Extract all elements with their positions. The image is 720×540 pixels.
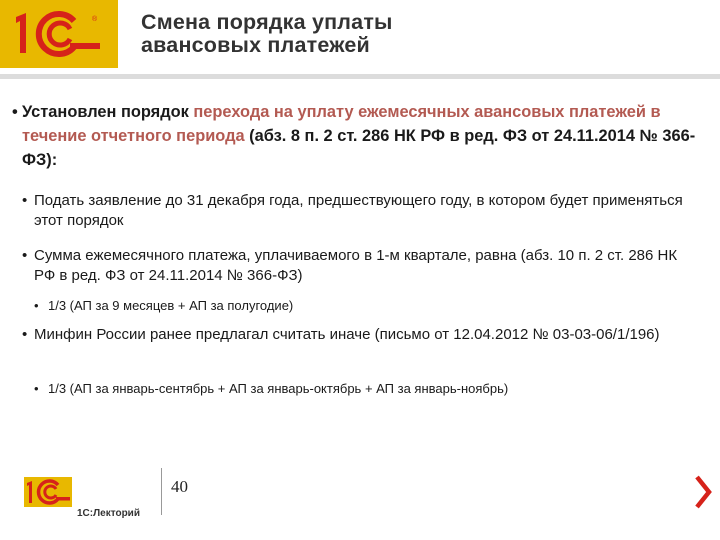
title-line-2: авансовых платежей [141, 33, 370, 57]
brand-logo-block [0, 0, 118, 68]
bullet-main-1 [12, 100, 702, 172]
bullet-dot: • [34, 298, 39, 313]
1c-logo-small-icon [24, 477, 72, 507]
sub-bullet-1-text: Подать заявление до 31 декабря года, предшествующего году, в котором будет применяться этот порядок [34, 192, 683, 229]
sub-sub-bullet-2-text: 1/3 (АП за январь-сентябрь + АП за январь-октябрь + АП за январь-ноябрь) [48, 381, 509, 396]
chevron-right-icon [694, 474, 712, 510]
page-title [141, 11, 393, 57]
1c-logo-icon [12, 9, 106, 59]
header-divider [0, 74, 720, 79]
title-line-1: Смена порядка уплаты [141, 10, 393, 34]
sub-sub-bullet-1 [34, 297, 694, 314]
sub-bullet-1 [22, 191, 702, 231]
footer-label: 1С:Лекторий [77, 508, 140, 519]
sub-sub-bullet-1-text: 1/3 (АП за 9 месяцев + АП за полугодие) [48, 298, 294, 313]
bullet1-suffix: (абз. 8 п. 2 ст. 286 НК РФ в ред. ФЗ от 24.11.2014 № 366-ФЗ): [22, 127, 696, 169]
bullet-dot: • [12, 103, 18, 121]
svg-text:®: ® [92, 16, 98, 23]
sub-bullet-2-text: Сумма ежемесячного платежа, уплачиваемого в 1-м квартале, равна (абз. 10 п. 2 ст. 286 НК РФ в ред. ФЗ от 24.11.2014 № 366-ФЗ) [34, 247, 678, 284]
sub-bullet-3 [22, 325, 702, 345]
footer-separator [161, 468, 162, 515]
bullet-dot: • [22, 326, 28, 343]
sub-sub-bullet-2 [34, 380, 704, 397]
sub-bullet-2 [22, 246, 692, 286]
bullet-dot: • [22, 247, 28, 264]
next-slide-button[interactable] [694, 474, 712, 515]
page-number: 40 [171, 477, 188, 496]
bullet-dot: • [22, 192, 28, 209]
bullet-dot: • [34, 381, 39, 396]
footer-logo [24, 477, 72, 512]
sub-bullet-3-text: Минфин России ранее предлагал считать иначе (письмо от 12.04.2012 № 03-03-06/1/196) [34, 326, 660, 343]
bullet1-prefix: Установлен порядок [22, 103, 194, 121]
bullet1-highlight: перехода на уплату ежемесячных авансовых платежей в течение отчетного периода [22, 103, 661, 145]
